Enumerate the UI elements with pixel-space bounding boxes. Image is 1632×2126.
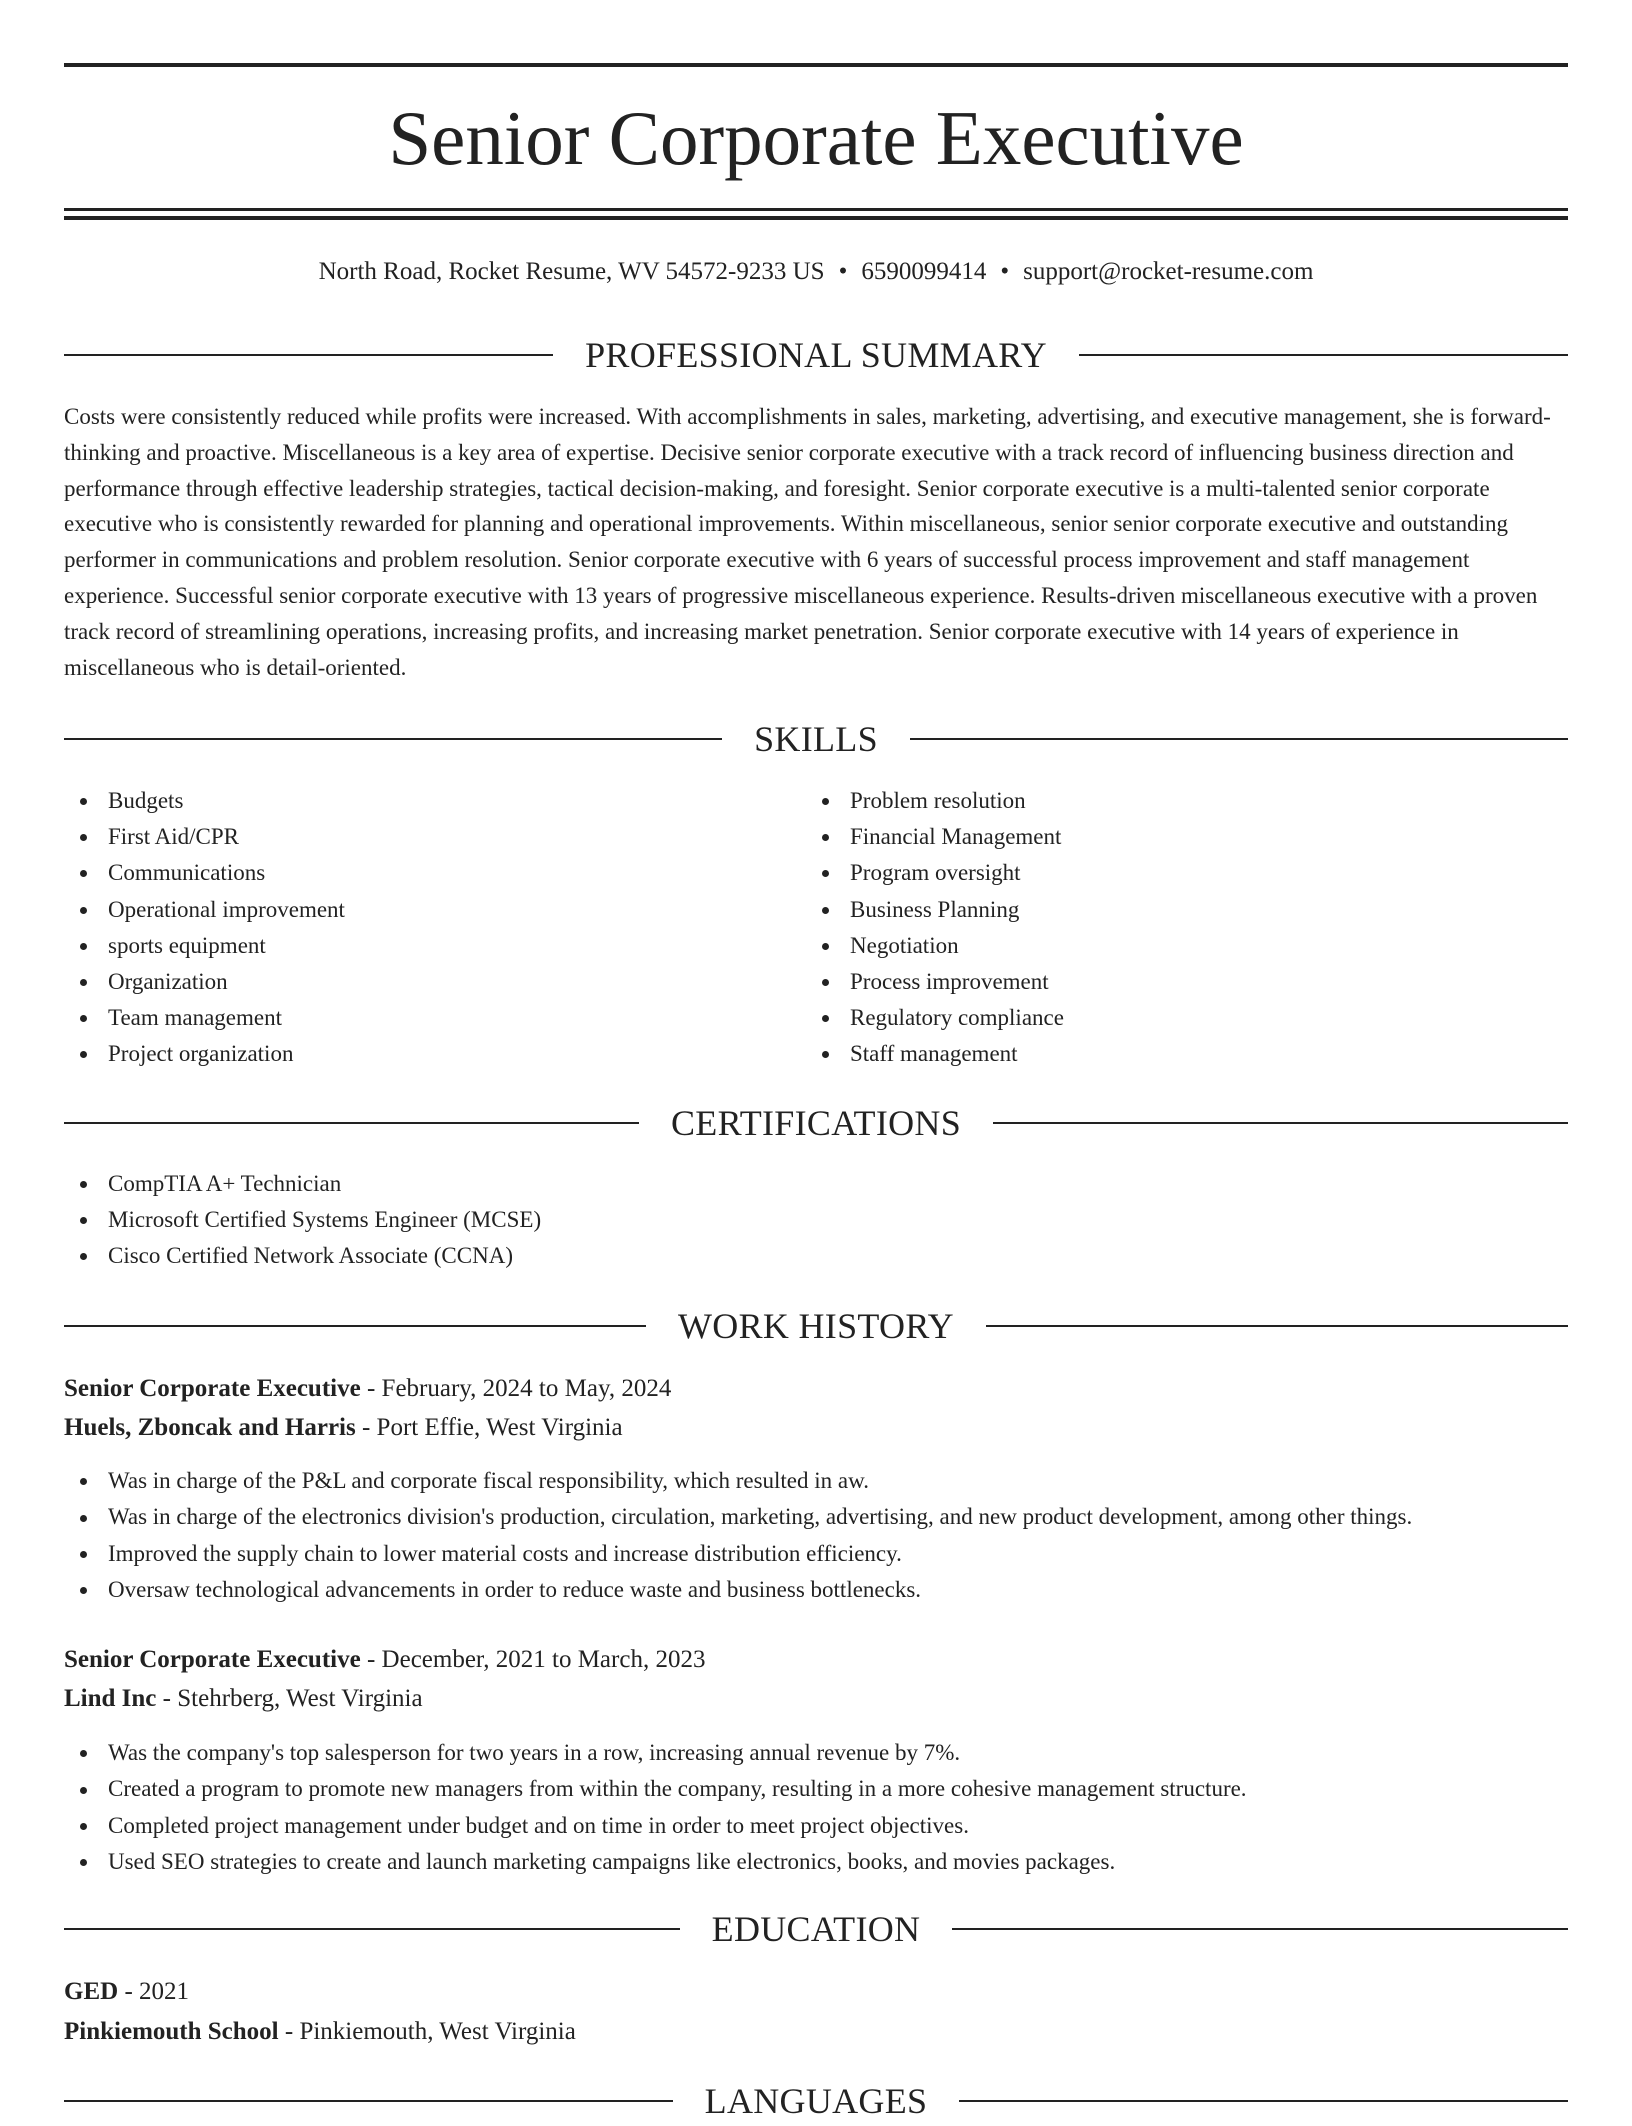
section-title: EDUCATION: [711, 1909, 921, 1949]
contact-separator: •: [838, 258, 848, 285]
header-divider-upper: [64, 208, 1568, 211]
certification-item: CompTIA A+ Technician: [64, 1166, 1568, 1202]
skill-item: Business Planning: [806, 892, 1506, 928]
section-title: CERTIFICATIONS: [670, 1103, 962, 1143]
education-degree-line: [64, 1973, 1568, 2011]
job-bullets: [64, 1463, 1568, 1609]
job-location: - Port Effie, West Virginia: [355, 1414, 623, 1441]
contact-line: [64, 254, 1568, 290]
contact-address: North Road, Rocket Resume, WV 54572-9233 US: [318, 258, 825, 285]
section-rule: [64, 1325, 646, 1327]
job-company-line: [64, 1409, 1568, 1447]
section-rule: [952, 1928, 1568, 1930]
skill-item: First Aid/CPR: [64, 819, 764, 855]
skill-item: Process improvement: [806, 964, 1506, 1000]
contact-separator: •: [1000, 258, 1010, 285]
skill-item: Negotiation: [806, 928, 1506, 964]
certification-item: Microsoft Certified Systems Engineer (MCSE): [64, 1202, 1568, 1238]
job-bullets: [64, 1735, 1568, 1881]
skill-item: Financial Management: [806, 819, 1506, 855]
section-header-education: [64, 1904, 1568, 1954]
section-rule: [64, 1928, 680, 1930]
job-bullet: Improved the supply chain to lower material costs and increase distribution efficiency.: [64, 1536, 1568, 1572]
skills-list-left: [64, 783, 764, 1073]
skill-item: Budgets: [64, 783, 764, 819]
education-degree: GED: [64, 1978, 119, 2005]
job-title-line: [64, 1641, 1568, 1679]
section-header-work-history: [64, 1301, 1568, 1351]
section-header-summary: [64, 330, 1568, 380]
job-title: Senior Corporate Executive: [64, 1646, 361, 1673]
job-bullet: Used SEO strategies to create and launch marketing campaigns like electronics, books, and movies packages.: [64, 1844, 1568, 1880]
job-bullet: Was in charge of the electronics division's production, circulation, marketing, advertising, and new product development, among other things.: [64, 1499, 1568, 1535]
skill-item: Regulatory compliance: [806, 1000, 1506, 1036]
section-rule: [64, 354, 553, 356]
skill-item: Staff management: [806, 1036, 1506, 1072]
section-rule: [993, 1122, 1568, 1124]
job-dates: - December, 2021 to March, 2023: [360, 1646, 706, 1673]
skill-item: Project organization: [64, 1036, 764, 1072]
job-bullet: Was in charge of the P&L and corporate fiscal responsibility, which resulted in aw.: [64, 1463, 1568, 1499]
section-title: SKILLS: [754, 719, 878, 759]
education-school: Pinkiemouth School: [64, 2018, 279, 2045]
section-rule: [1079, 354, 1568, 356]
section-rule: [64, 2100, 673, 2102]
education-school-line: [64, 2013, 1568, 2051]
top-divider: [64, 63, 1568, 67]
job-company: Lind Inc: [64, 1685, 157, 1712]
skill-item: Program oversight: [806, 855, 1506, 891]
section-rule: [910, 738, 1568, 740]
contact-phone: 6590099414: [861, 258, 987, 285]
summary-text: Costs were consistently reduced while profits were increased. With accomplishments in sales, marketing, advertising, and executive management, she is forward-thinking and proactive. Miscellaneous is a key area of expertise. Decisive senior corporate executive with a track record of influencing business direction and performance through effective leadership strategies, tactical decision-making, and foresight. Senior corporate executive is a multi-talented senior corporate executive who is consistently rewarded for planning and operational improvements. Within miscellaneous, senior senior corporate executive and outstanding performer in communications and problem resolution. Senior corporate executive with 6 years of successful process improvement and staff management experience. Successful senior corporate executive with 13 years of progressive miscellaneous experience. Results-driven miscellaneous executive with a proven track record of streamlining operations, increasing profits, and increasing market penetration. Senior corporate executive with 14 years of experience in miscellaneous who is detail-oriented.: [64, 404, 1551, 680]
skill-item: Problem resolution: [806, 783, 1506, 819]
job-company: Huels, Zboncak and Harris: [64, 1414, 356, 1441]
skill-item: Organization: [64, 964, 764, 1000]
resume-name: Senior Corporate Executive: [388, 95, 1244, 181]
certification-item: Cisco Certified Network Associate (CCNA): [64, 1238, 1568, 1274]
job-bullet: Completed project management under budget and on time in order to meet project objectives.: [64, 1808, 1568, 1844]
section-rule: [959, 2100, 1568, 2102]
section-title: WORK HISTORY: [678, 1306, 954, 1346]
skill-item: sports equipment: [64, 928, 764, 964]
contact-email: support@rocket-resume.com: [1023, 258, 1314, 285]
education-year: - 2021: [118, 1978, 190, 2005]
section-title: LANGUAGES: [704, 2081, 928, 2121]
section-rule: [64, 738, 722, 740]
skill-item: Team management: [64, 1000, 764, 1036]
job-title-line: [64, 1370, 1568, 1408]
job-bullet: Was the company's top salesperson for two years in a row, increasing annual revenue by 7%.: [64, 1735, 1568, 1771]
skills-list-right: [806, 783, 1506, 1073]
certifications-list: [64, 1166, 1568, 1275]
skill-item: Operational improvement: [64, 892, 764, 928]
section-title: PROFESSIONAL SUMMARY: [585, 335, 1047, 375]
section-header-certifications: [64, 1098, 1568, 1148]
section-header-skills: [64, 714, 1568, 764]
skill-item: Communications: [64, 855, 764, 891]
education-location: - Pinkiemouth, West Virginia: [278, 2018, 576, 2045]
section-rule: [64, 1122, 639, 1124]
job-dates: - February, 2024 to May, 2024: [360, 1375, 672, 1402]
section-rule: [986, 1325, 1568, 1327]
job-company-line: [64, 1680, 1568, 1718]
header-divider-lower: [64, 216, 1568, 220]
job-title: Senior Corporate Executive: [64, 1375, 361, 1402]
job-bullet: Oversaw technological advancements in order to reduce waste and business bottlenecks.: [64, 1572, 1568, 1608]
job-bullet: Created a program to promote new managers from within the company, resulting in a more cohesive management structure.: [64, 1771, 1568, 1807]
section-header-languages: [64, 2076, 1568, 2126]
job-location: - Stehrberg, West Virginia: [156, 1685, 423, 1712]
